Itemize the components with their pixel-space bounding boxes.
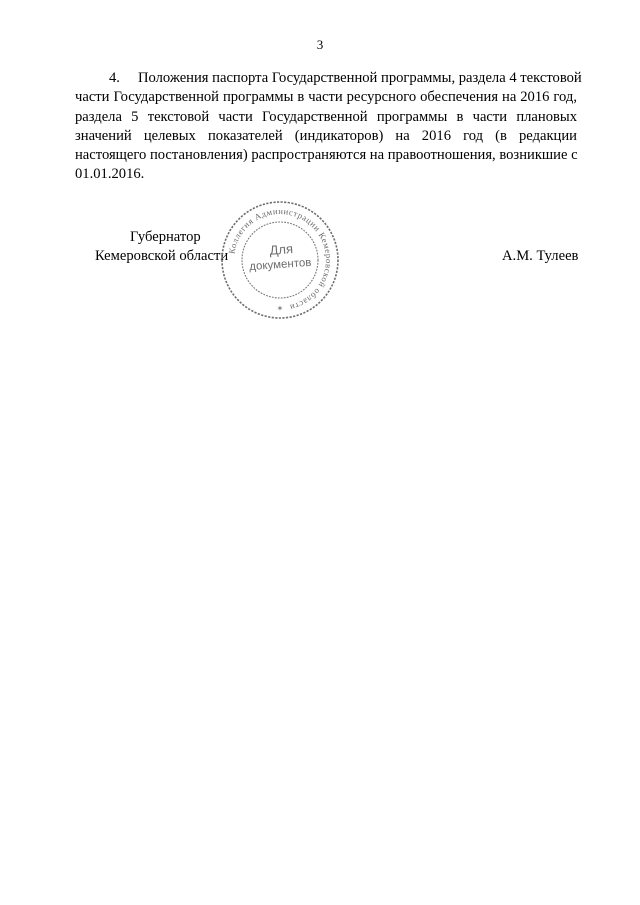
stamp-ring-text: Коллегия Администрации Кемеровской области — [226, 205, 335, 313]
paragraph-number: 4. — [109, 70, 120, 86]
official-stamp — [218, 198, 342, 322]
signature-position-region: Кемеровской области — [95, 248, 229, 264]
stamp-center-line1: Для — [269, 241, 294, 258]
stamp-center-line2: документов — [248, 256, 312, 274]
paragraph-line — [75, 165, 577, 184]
paragraph-line-text: настоящего постановления) распространяются на правоотношения, возникшие с — [75, 147, 578, 164]
paragraph-line — [75, 69, 582, 88]
paragraph-4 — [75, 69, 582, 185]
paragraph-line — [75, 127, 577, 146]
paragraph-line — [75, 108, 577, 127]
signatory-name: А.М. Тулеев — [502, 248, 579, 264]
page-number: 3 — [316, 37, 324, 52]
paragraph-line — [75, 88, 577, 107]
stamp-star-icon: ✶ — [276, 304, 284, 313]
signature-position-title: Губернатор — [130, 229, 201, 245]
paragraph-line-text: раздела 5 текстовой части Государственной программы в части плановых — [75, 108, 577, 125]
paragraph-line-text: Положения паспорта Государственной программы, раздела 4 текстовой — [137, 70, 582, 86]
paragraph-line-text: значений целевых показателей (индикаторов) на 2016 год (в редакции — [75, 127, 577, 144]
paragraph-line — [75, 146, 577, 165]
paragraph-line-text: 01.01.2016. — [75, 166, 145, 183]
paragraph-line-text: части Государственной программы в части ресурсного обеспечения на 2016 год, — [75, 89, 577, 106]
